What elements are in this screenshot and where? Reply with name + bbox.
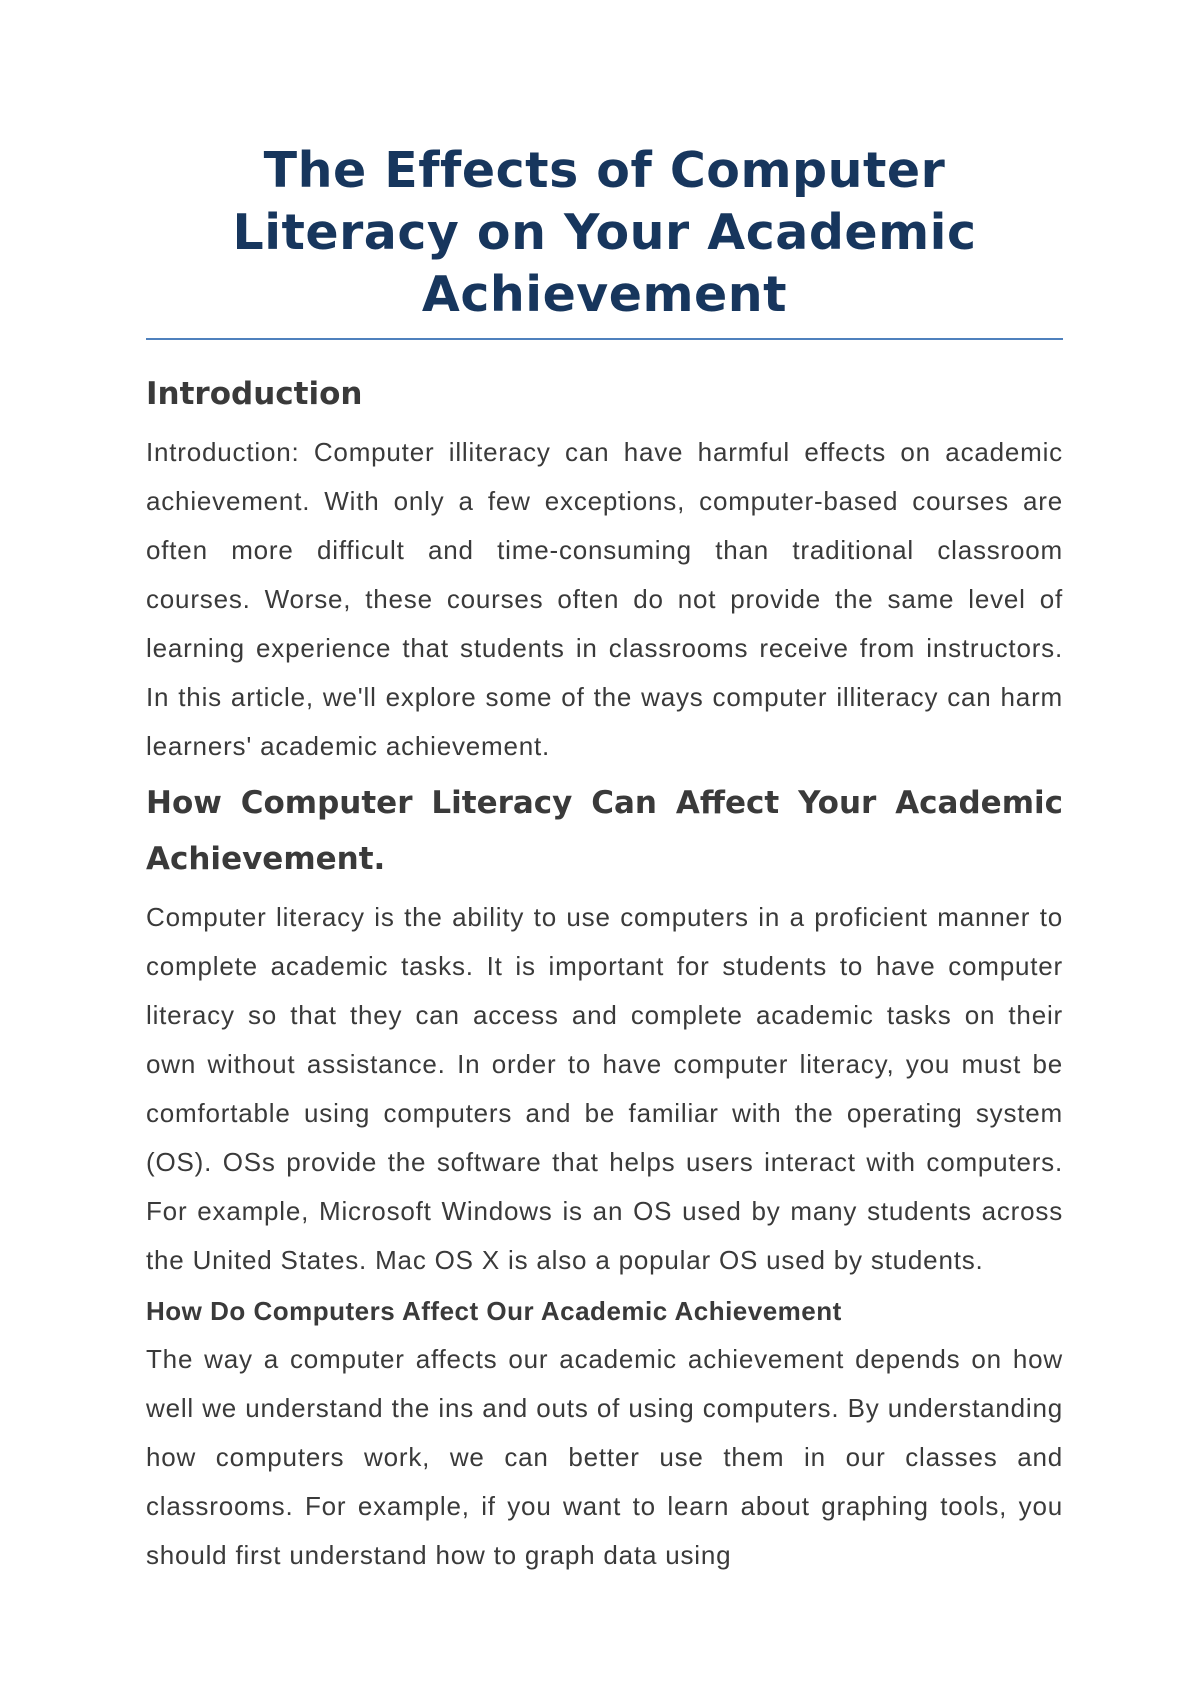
document-title: The Effects of Computer Literacy on Your Academic Achievement: [146, 140, 1063, 340]
section-paragraph-computers-affect: The way a computer affects our academic achievement depends on how well we understand the ins and outs of using computers. By understanding how computers work, we can better use them in our classes and classrooms. For example, if you want to learn about graphing tools, you should first understand how to graph data using: [146, 1344, 1063, 1570]
section-paragraph-introduction: Introduction: Computer illiteracy can have harmful effects on academic achievement. With only a few exceptions, computer-based courses are often more difficult and time-consuming than traditional classroom courses. Worse, these courses often do not provide the same level of learning experience that students in classrooms receive from instructors. In this article, we'll explore some of the ways computer illiteracy can harm learners' academic achievement.: [146, 437, 1063, 761]
section-heading-introduction: Introduction: [146, 376, 363, 412]
section-heading-literacy-effects: How Computer Literacy Can Affect Your Academic Achievement.: [146, 785, 1063, 877]
section-paragraph-literacy-effects: Computer literacy is the ability to use computers in a proficient manner to complete academic tasks. It is important for students to have computer literacy so that they can access and complete academic tasks on their own without assistance. In order to have computer literacy, you must be comfortable using computers and be familiar with the operating system (OS). OSs provide the software that helps users interact with computers. For example, Microsoft Windows is an OS used by many students across the United States. Mac OS X is also a popular OS used by students.: [146, 902, 1063, 1275]
section-heading-computers-affect: How Do Computers Affect Our Academic Achievement: [146, 1296, 842, 1326]
document-page: [146, 140, 1063, 1580]
